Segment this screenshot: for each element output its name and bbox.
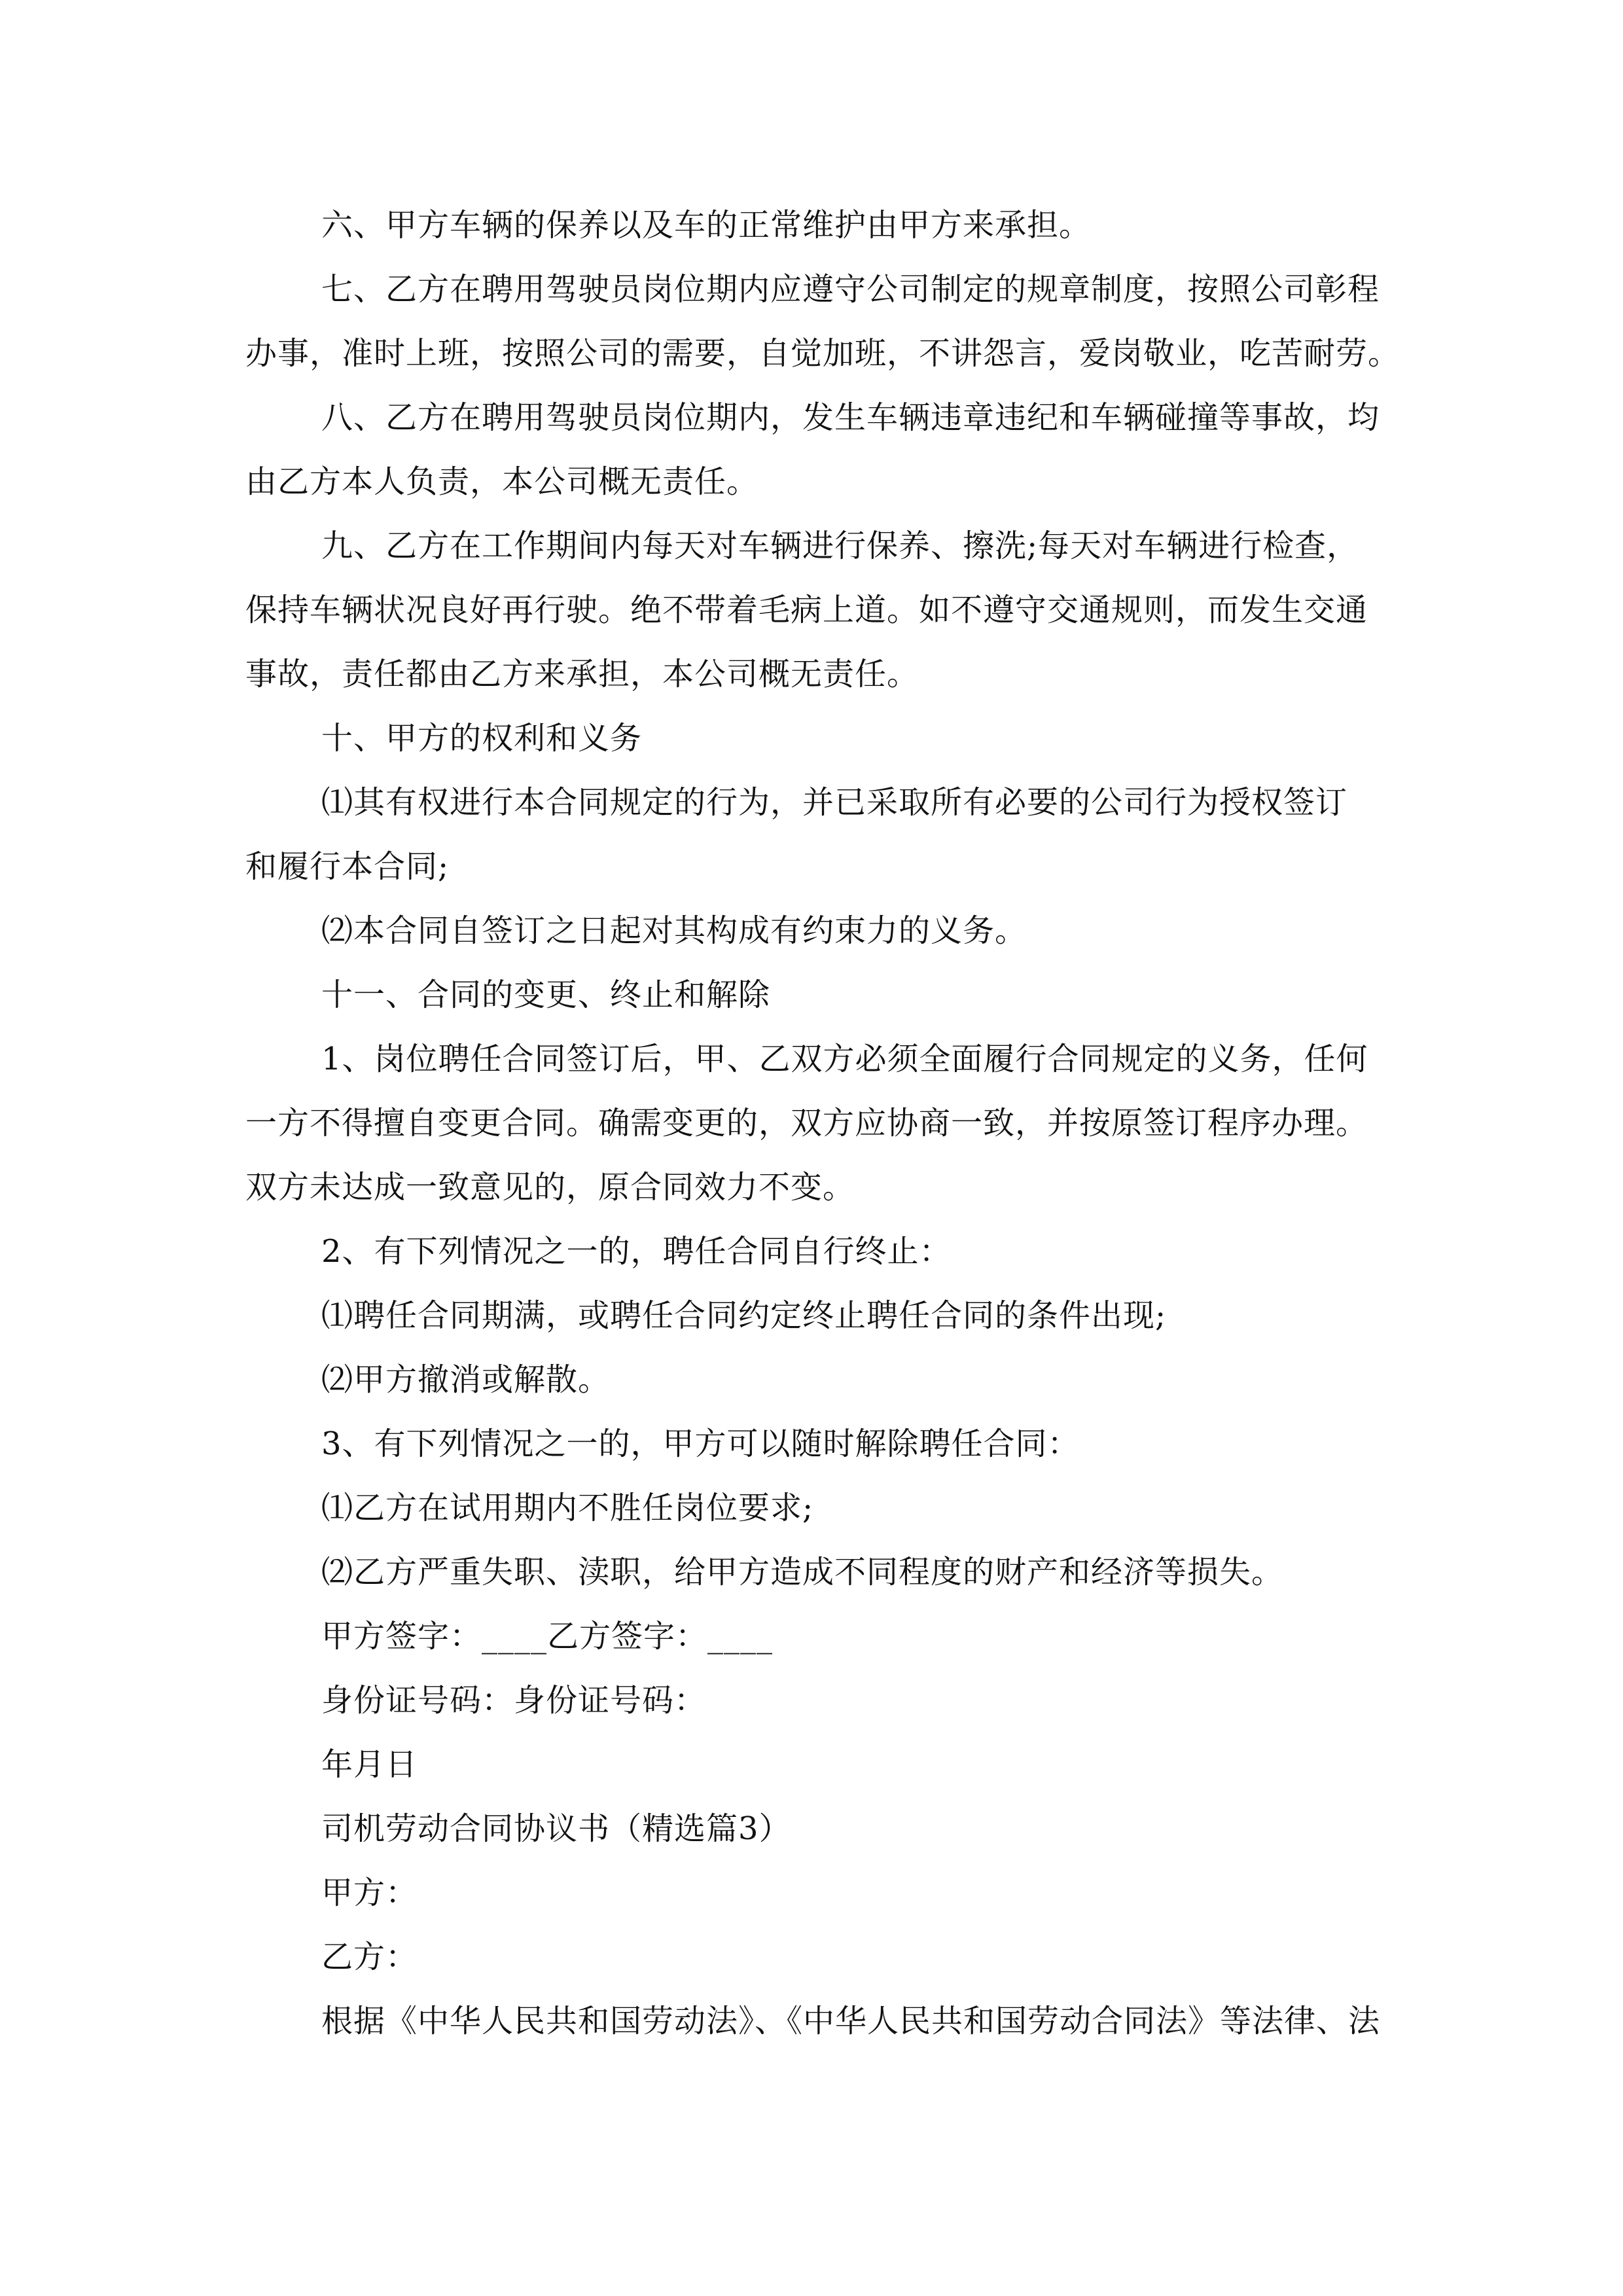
- party-b-line: 乙方：: [321, 1939, 418, 1975]
- text-line: 保持车辆状况良好再行驶。绝不带着毛病上道。如不遵守交通规则，而发生交通: [245, 592, 1368, 628]
- section-heading: 十一、合同的变更、终止和解除: [321, 977, 771, 1013]
- text-line: 2、有下列情况之一的，聘任合同自行终止：: [321, 1233, 952, 1270]
- text-line: ⑴其有权进行本合同规定的行为，并已采取所有必要的公司行为授权签订: [321, 784, 1348, 821]
- text-line: 一方不得擅自变更合同。确需变更的，双方应协商一致，并按原签订程序办理。: [245, 1105, 1368, 1141]
- text-line: 双方未达成一致意见的，原合同效力不变。: [245, 1169, 855, 1206]
- text-line: 七、乙方在聘用驾驶员岗位期内应遵守公司制定的规章制度，按照公司彰程: [321, 271, 1380, 308]
- id-number-line: 身份证号码：身份证号码：: [321, 1682, 707, 1719]
- text-line: ⑵本合同自签订之日起对其构成有约束力的义务。: [321, 912, 1027, 949]
- document-subtitle: 司机劳动合同协议书（精选篇3）: [321, 1810, 791, 1847]
- section-heading: 十、甲方的权利和义务: [321, 720, 643, 757]
- signature-line: 甲方签字：____乙方签字：____: [321, 1618, 774, 1655]
- text-line: 和履行本合同;: [245, 848, 450, 885]
- text-line: ⑵乙方严重失职、渎职，给甲方造成不同程度的财产和经济等损失。: [321, 1554, 1284, 1590]
- text-line: 由乙方本人负责，本公司概无责任。: [245, 463, 759, 500]
- text-line: 九、乙方在工作期间内每天对车辆进行保养、擦洗;每天对车辆进行检查，: [321, 528, 1359, 564]
- text-line: 办事，准时上班，按照公司的需要，自觉加班，不讲怨言，爱岗敬业，吃苦耐劳。: [245, 335, 1400, 372]
- date-line: 年月日: [321, 1746, 418, 1783]
- text-line: ⑵甲方撤消或解散。: [321, 1361, 611, 1398]
- text-line: ⑴乙方在试用期内不胜任岗位要求;: [321, 1490, 814, 1526]
- party-a-line: 甲方：: [321, 1874, 418, 1911]
- document-body: [245, 193, 1400, 2053]
- text-line: ⑴聘任合同期满，或聘任合同约定终止聘任合同的条件出现;: [321, 1297, 1167, 1334]
- text-line: 事故，责任都由乙方来承担，本公司概无责任。: [245, 656, 919, 692]
- text-line: 六、甲方车辆的保养以及车的正常维护由甲方来承担。: [321, 207, 1092, 243]
- text-line: 3、有下列情况之一的，甲方可以随时解除聘任合同：: [321, 1426, 1080, 1462]
- text-line: 根据《中华人民共和国劳动法》、《中华人民共和国劳动合同法》等法律、法: [321, 2003, 1381, 2039]
- text-line: 1、岗位聘任合同签订后，甲、乙双方必须全面履行合同规定的义务，任何: [321, 1041, 1368, 1077]
- text-line: 八、乙方在聘用驾驶员岗位期内，发生车辆违章违纪和车辆碰撞等事故，均: [321, 399, 1380, 436]
